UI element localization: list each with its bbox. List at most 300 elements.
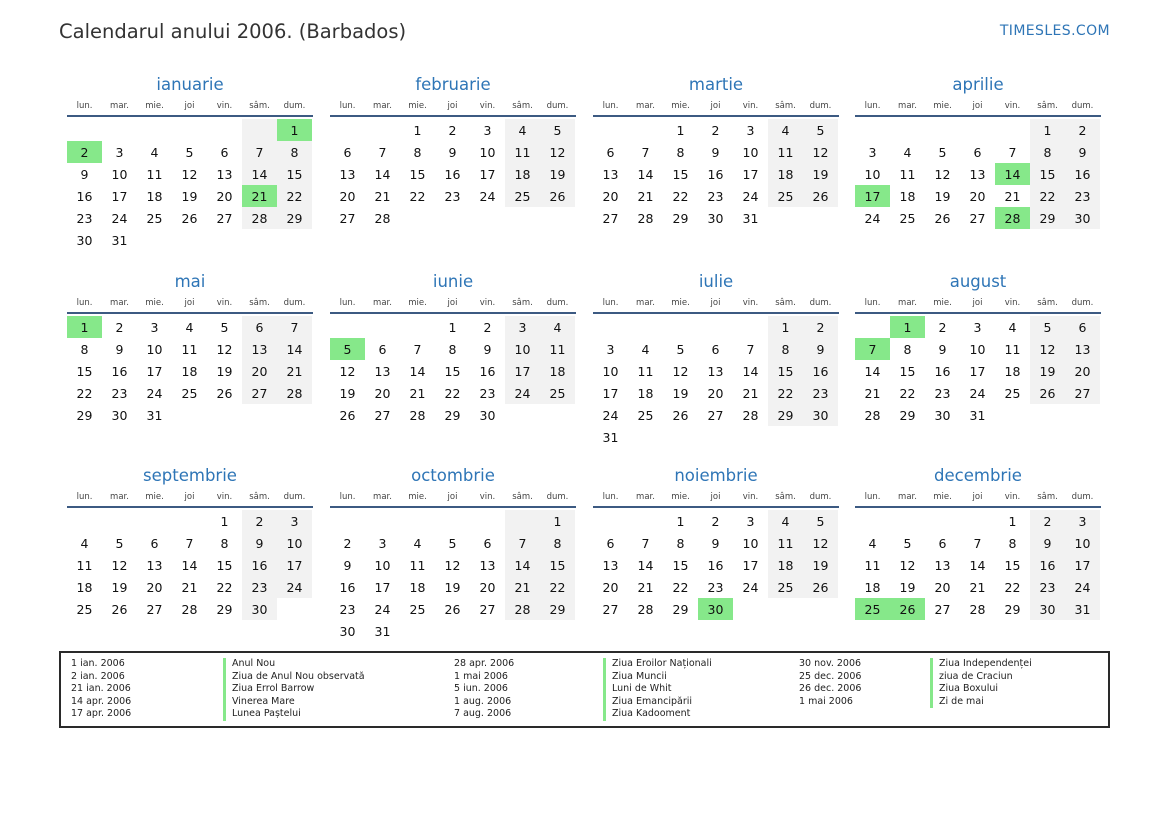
legend-date: 21 ian. 2006 [71,683,131,695]
day-cell: 10 [969,341,986,357]
day-cell: 4 [540,316,575,338]
day-cell: 17 [505,360,540,382]
empty-cell [470,510,505,532]
day-cell: 31 [111,232,128,248]
weekday-label: joi [447,492,458,502]
day-cell: 19 [339,385,356,401]
holiday-day-cell: 28 [995,207,1030,229]
weekday-label: vin. [479,298,496,308]
weekday-label: vin. [1004,492,1021,502]
day-cell: 26 [803,576,838,598]
month-mai [67,270,313,426]
legend-dates-column [799,658,861,708]
day-cell: 5 [1030,316,1065,338]
month-decembrie [855,464,1101,620]
day-cell: 18 [768,163,803,185]
day-cell: 21 [742,385,759,401]
weekday-label: mie. [671,298,690,308]
day-cell: 16 [803,360,838,382]
day-cell: 22 [768,382,803,404]
day-cell: 31 [374,623,391,639]
day-cell: 20 [602,579,619,595]
day-cell: 31 [1065,598,1100,620]
day-cell: 19 [216,363,233,379]
day-cell: 12 [672,363,689,379]
day-cell: 24 [864,210,881,226]
day-cell: 4 [413,535,422,551]
day-cell: 3 [483,122,492,138]
day-cell: 31 [602,429,619,445]
weekday-label: dum. [1071,101,1094,111]
day-cell: 18 [540,360,575,382]
weekday-label: joi [447,298,458,308]
day-cell: 5 [185,144,194,160]
day-cell: 23 [707,188,724,204]
day-cell: 4 [150,144,159,160]
day-cell: 15 [672,166,689,182]
weekday-label: mar. [898,298,917,308]
day-cell: 23 [76,210,93,226]
day-cell: 20 [969,188,986,204]
empty-cell [663,316,698,338]
weekday-label: mar. [373,298,392,308]
day-cell: 9 [1030,532,1065,554]
day-cell: 12 [444,557,461,573]
empty-cell [925,510,960,532]
weekday-label: lun. [602,298,619,308]
empty-cell [400,316,435,338]
month-iunie [330,270,576,426]
day-cell: 30 [111,407,128,423]
weekday-label: sâm. [775,101,796,111]
day-cell: 16 [479,363,496,379]
day-cell: 24 [602,407,619,423]
weekday-label: dum. [1071,492,1094,502]
day-cell: 15 [216,557,233,573]
day-cell: 3 [378,535,387,551]
day-cell: 28 [505,598,540,620]
day-cell: 2 [803,316,838,338]
day-cell: 7 [277,316,312,338]
day-cell: 2 [115,319,124,335]
weekday-label: vin. [216,101,233,111]
day-cell: 3 [505,316,540,338]
month-name: decembrie [934,466,1022,485]
day-cell: 16 [242,554,277,576]
day-cell: 29 [444,407,461,423]
day-cell: 22 [1030,185,1065,207]
empty-cell [330,316,365,338]
day-cell: 8 [676,535,685,551]
day-grid [67,314,313,426]
day-cell: 1 [448,319,457,335]
day-cell: 11 [181,341,198,357]
legend-date: 2 ian. 2006 [71,670,125,682]
day-cell: 19 [934,188,951,204]
weekday-label: lun. [864,101,881,111]
day-cell: 28 [864,407,881,423]
day-cell: 8 [903,341,912,357]
day-cell: 7 [378,144,387,160]
day-cell: 9 [1065,141,1100,163]
empty-cell [365,510,400,532]
day-cell: 26 [181,210,198,226]
month-aprilie [855,73,1101,229]
site-link[interactable]: TIMESLES.COM [999,23,1110,39]
weekday-label: mar. [636,492,655,502]
day-cell: 19 [444,579,461,595]
day-cell: 4 [768,119,803,141]
weekday-label: dum. [283,101,306,111]
day-cell: 20 [242,360,277,382]
day-cell: 26 [672,407,689,423]
day-cell: 26 [216,385,233,401]
month-ianuarie [67,73,313,251]
day-cell: 15 [768,360,803,382]
day-cell: 2 [938,319,947,335]
day-cell: 22 [672,579,689,595]
day-cell: 9 [115,341,124,357]
weekday-label: lun. [339,298,356,308]
weekday-label: mie. [671,492,690,502]
day-cell: 16 [707,557,724,573]
day-cell: 7 [973,535,982,551]
empty-cell [102,510,137,532]
weekday-label: sâm. [512,101,533,111]
day-cell: 6 [606,535,615,551]
day-cell: 9 [343,557,352,573]
day-grid [330,117,576,229]
day-cell: 9 [711,144,720,160]
day-cell: 15 [409,166,426,182]
month-name: martie [688,75,744,94]
day-cell: 30 [1030,598,1065,620]
weekday-label: vin. [742,101,759,111]
day-cell: 29 [672,210,689,226]
weekday-label: sâm. [1037,298,1058,308]
day-cell: 6 [483,535,492,551]
day-cell: 4 [768,510,803,532]
day-cell: 19 [803,554,838,576]
day-cell: 6 [150,535,159,551]
day-cell: 10 [602,363,619,379]
weekday-label: joi [710,298,721,308]
day-cell: 7 [1008,144,1017,160]
legend-holiday-name: Zi de mai [930,696,1032,709]
day-cell: 10 [1065,532,1100,554]
day-cell: 5 [220,319,229,335]
weekday-label: sâm. [512,298,533,308]
day-cell: 27 [146,601,163,617]
day-cell: 18 [505,163,540,185]
day-cell: 27 [707,407,724,423]
day-cell: 18 [864,579,881,595]
day-cell: 12 [803,532,838,554]
month-septembrie [67,464,313,620]
day-cell: 12 [899,557,916,573]
weekday-label: mar. [636,101,655,111]
day-cell: 24 [742,188,759,204]
day-cell: 13 [146,557,163,573]
day-cell: 13 [1065,338,1100,360]
legend-holiday-name: Ziua Errol Barrow [223,683,365,696]
empty-cell [505,510,540,532]
day-cell: 24 [505,382,540,404]
day-cell: 27 [339,210,356,226]
weekday-label: lun. [76,298,93,308]
day-cell: 3 [1065,510,1100,532]
day-cell: 21 [637,579,654,595]
day-cell: 18 [409,579,426,595]
legend-date: 25 dec. 2006 [799,670,862,682]
empty-cell [925,119,960,141]
day-cell: 2 [711,122,720,138]
day-cell: 3 [746,513,755,529]
day-cell: 10 [864,166,881,182]
month-iulie [593,270,839,448]
day-cell: 20 [479,579,496,595]
day-cell: 19 [540,163,575,185]
holiday-legend [59,651,1110,728]
weekday-header [593,294,839,314]
empty-cell [172,119,207,141]
day-cell: 2 [1030,510,1065,532]
weekday-label: joi [972,492,983,502]
weekday-label: sâm. [249,298,270,308]
day-cell: 13 [602,166,619,182]
day-cell: 12 [1030,338,1065,360]
day-cell: 11 [76,557,93,573]
day-grid [330,314,576,426]
weekday-label: vin. [479,101,496,111]
day-grid [855,117,1101,229]
day-cell: 3 [277,510,312,532]
empty-cell [593,316,628,338]
day-cell: 17 [602,385,619,401]
legend-dates-column [454,658,514,721]
day-cell: 19 [672,385,689,401]
day-cell: 16 [934,363,951,379]
day-cell: 20 [216,188,233,204]
legend-date: 17 apr. 2006 [71,708,132,720]
legend-holiday-name: Ziua de Anul Nou observată [223,671,365,684]
day-cell: 21 [864,385,881,401]
day-cell: 9 [242,532,277,554]
empty-cell [995,119,1030,141]
day-cell: 5 [803,510,838,532]
legend-names-column [930,658,1032,708]
day-cell: 5 [540,119,575,141]
day-cell: 7 [413,341,422,357]
weekday-label: lun. [76,492,93,502]
day-cell: 6 [938,535,947,551]
day-cell: 17 [1065,554,1100,576]
day-cell: 31 [969,407,986,423]
day-cell: 15 [672,557,689,573]
day-cell: 27 [602,601,619,617]
day-cell: 12 [181,166,198,182]
day-cell: 23 [242,576,277,598]
legend-holiday-name: Anul Nou [223,658,365,671]
day-cell: 23 [339,601,356,617]
day-cell: 20 [339,188,356,204]
day-cell: 21 [1004,188,1021,204]
day-cell: 14 [864,363,881,379]
day-cell: 27 [479,601,496,617]
day-cell: 3 [973,319,982,335]
weekday-label: lun. [339,101,356,111]
empty-cell [137,119,172,141]
day-cell: 27 [969,210,986,226]
weekday-label: mar. [110,492,129,502]
empty-cell [67,510,102,532]
legend-holiday-name: Luni de Whit [603,683,712,696]
day-cell: 5 [903,535,912,551]
day-cell: 26 [540,185,575,207]
weekday-label: sâm. [775,492,796,502]
day-cell: 7 [242,141,277,163]
day-cell: 22 [277,185,312,207]
day-cell: 9 [80,166,89,182]
weekday-label: mie. [145,298,164,308]
day-cell: 24 [146,385,163,401]
holiday-day-cell: 25 [855,598,890,620]
legend-date: 30 nov. 2006 [799,658,862,669]
empty-cell [330,510,365,532]
day-cell: 17 [742,166,759,182]
holiday-day-cell: 5 [330,338,365,360]
month-name: august [949,272,1007,291]
day-cell: 16 [444,166,461,182]
weekday-header [67,97,313,117]
empty-cell [365,316,400,338]
weekday-label: lun. [864,298,881,308]
legend-date: 1 mai 2006 [799,695,853,707]
day-cell: 24 [374,601,391,617]
day-cell: 4 [1008,319,1017,335]
day-cell: 30 [242,598,277,620]
day-cell: 7 [746,341,755,357]
legend-date: 1 ian. 2006 [71,658,125,669]
holiday-day-cell: 30 [698,598,733,620]
day-cell: 11 [505,141,540,163]
day-cell: 14 [742,363,759,379]
legend-holiday-name: Ziua Kadooment [603,708,712,721]
day-cell: 9 [803,338,838,360]
day-grid [593,314,839,448]
day-cell: 4 [641,341,650,357]
empty-cell [593,119,628,141]
day-cell: 3 [606,341,615,357]
day-cell: 30 [479,407,496,423]
day-cell: 13 [339,166,356,182]
empty-cell [593,510,628,532]
day-cell: 27 [242,382,277,404]
weekday-label: dum. [546,492,569,502]
day-cell: 16 [339,579,356,595]
day-cell: 11 [146,166,163,182]
day-cell: 20 [1065,360,1100,382]
day-cell: 15 [899,363,916,379]
weekday-label: joi [972,101,983,111]
day-cell: 3 [746,122,755,138]
empty-cell [628,316,663,338]
day-cell: 1 [540,510,575,532]
day-cell: 4 [185,319,194,335]
day-cell: 1 [768,316,803,338]
day-cell: 14 [969,557,986,573]
day-cell: 30 [707,210,724,226]
day-cell: 28 [409,407,426,423]
empty-cell [960,510,995,532]
day-cell: 8 [676,144,685,160]
day-cell: 22 [540,576,575,598]
day-cell: 22 [76,385,93,401]
weekday-label: dum. [1071,298,1094,308]
weekday-header [67,294,313,314]
day-cell: 8 [413,144,422,160]
day-cell: 18 [146,188,163,204]
legend-holiday-name: Vinerea Mare [223,696,365,709]
weekday-label: dum. [809,492,832,502]
day-cell: 14 [409,363,426,379]
day-cell: 15 [76,363,93,379]
day-cell: 17 [277,554,312,576]
day-cell: 24 [1065,576,1100,598]
day-cell: 28 [181,601,198,617]
day-cell: 22 [672,188,689,204]
day-cell: 1 [220,513,229,529]
legend-holiday-name: Lunea Paștelui [223,708,365,721]
weekday-label: lun. [602,101,619,111]
day-cell: 17 [969,363,986,379]
weekday-label: mie. [933,492,952,502]
weekday-label: mar. [898,492,917,502]
day-cell: 3 [150,319,159,335]
empty-cell [628,510,663,532]
day-cell: 20 [602,188,619,204]
day-cell: 17 [111,188,128,204]
day-cell: 2 [343,535,352,551]
day-cell: 25 [409,601,426,617]
legend-date: 26 dec. 2006 [799,683,862,695]
day-cell: 13 [934,557,951,573]
day-cell: 14 [242,163,277,185]
holiday-day-cell: 26 [890,598,925,620]
day-cell: 5 [676,341,685,357]
weekday-header [593,488,839,508]
legend-holiday-name: Ziua Muncii [603,671,712,684]
day-cell: 10 [146,341,163,357]
day-cell: 30 [803,404,838,426]
holiday-day-cell: 17 [855,185,890,207]
day-cell: 15 [540,554,575,576]
weekday-label: mie. [145,101,164,111]
weekday-label: mar. [110,298,129,308]
day-cell: 8 [540,532,575,554]
weekday-label: mar. [373,101,392,111]
legend-dates-column [71,658,131,721]
day-cell: 20 [146,579,163,595]
day-cell: 29 [76,407,93,423]
weekday-label: sâm. [249,101,270,111]
day-cell: 12 [339,363,356,379]
day-grid [855,508,1101,620]
day-cell: 7 [641,535,650,551]
day-cell: 16 [1065,163,1100,185]
day-cell: 29 [899,407,916,423]
day-cell: 28 [277,382,312,404]
